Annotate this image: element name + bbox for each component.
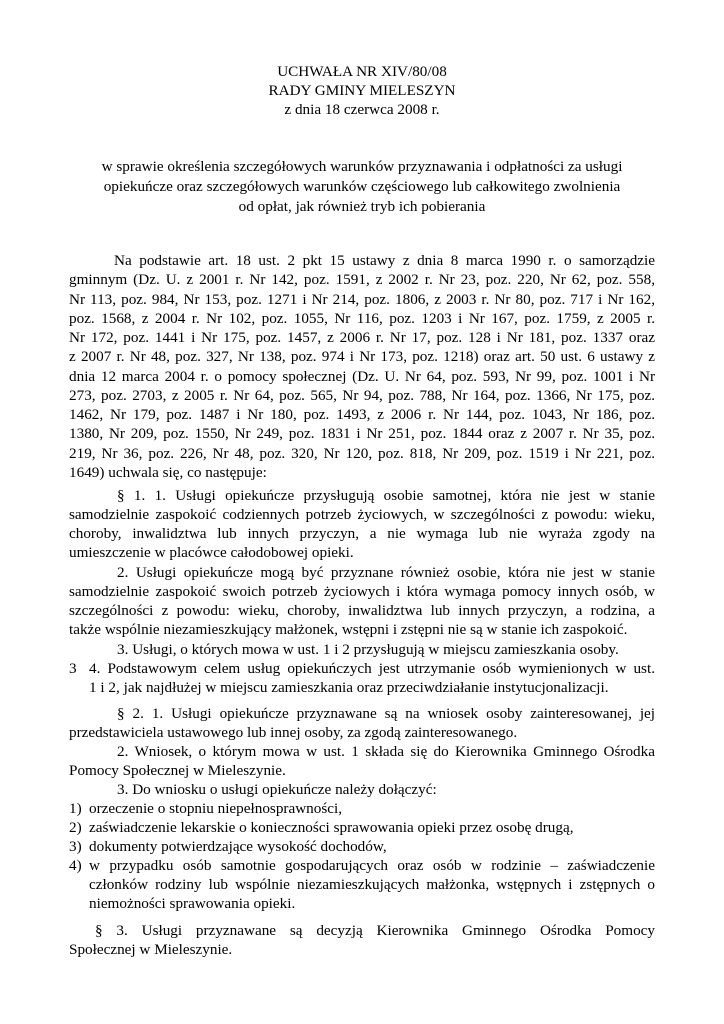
section-2-line: Pomocy Społecznej w Mieleszynie. [69, 762, 286, 779]
resolution-title: UCHWAŁA NR XIV/80/08 [277, 63, 447, 80]
subject-line: opiekuńcze oraz szczegółowych warunków częściowego lub całkowitego zwolnienia [103, 178, 621, 195]
section-1-line: samodzielnie zaspokoić codziennych potrzeb życiowych, w szczególności z powodu: wieku, [69, 506, 655, 523]
list-item: dokumenty potwierdzające wysokość dochodów, [89, 838, 387, 855]
preamble-line: Nr 172, poz. 1441 i Nr 175, poz. 1457, z 2006 r. Nr 17, poz. 128 i Nr 181, poz. 1337 oraz [69, 329, 655, 346]
section-1-line: szczególności z powodu: wieku, choroby, inwalidztwa lub innych przyczyn, a rodzina, a [69, 602, 655, 619]
preamble-line: Na podstawie art. 18 ust. 2 pkt 15 ustawy z dnia 8 marca 1990 r. o samorządzie [114, 252, 655, 269]
section-1-line: 3. Usługi, o których mowa w ust. 1 i 2 przysługują w miejscu zamieszkania osoby. [117, 641, 619, 658]
section-1-line: choroby, inwalidztwa lub innych przyczyn, a nie wymaga lub nie wyraża zgody na [69, 525, 655, 542]
section-2-line: przedstawiciela ustawowego lub innej osoby, za zgodą zainteresowanego. [69, 724, 518, 741]
list-marker: 3 [69, 660, 77, 677]
preamble-line: dnia 12 marca 2004 r. o pomocy społecznej (Dz. U. Nr 64, poz. 593, Nr 99, poz. 1001 i Nr [69, 368, 655, 385]
resolution-date: z dnia 18 czerwca 2008 r. [284, 101, 440, 118]
preamble-line: 1462, Nr 179, poz. 1487 i Nr 180, poz. 1493, z 2006 r. Nr 144, poz. 1043, Nr 186, poz. [69, 406, 655, 423]
council-name: RADY GMINY MIELESZYN [268, 82, 456, 99]
preamble-line: z 2007 r. Nr 48, poz. 327, Nr 138, poz. 974 i Nr 173, poz. 1218) oraz art. 50 ust. 6 ustawy z [69, 348, 655, 365]
section-1-line: § 1. 1. Usługi opiekuńcze przysługują osobie samotnej, która nie jest w stanie [117, 487, 655, 504]
list-item: orzeczenie o stopniu niepełnosprawności, [89, 800, 343, 817]
section-2-line: § 2. 1. Usługi opiekuńcze przyznawane są na wniosek osoby zainteresowanej, jej [117, 705, 655, 722]
section-2-line: 3. Do wniosku o usługi opiekuńcze należy dołączyć: [117, 781, 437, 798]
section-2-line: 2. Wniosek, o którym mowa w ust. 1 składa się do Kierownika Gminnego Ośrodka [117, 743, 655, 760]
preamble-line: 1649) uchwala się, co następuje: [69, 464, 267, 481]
list-marker: 4) [69, 857, 82, 874]
list-marker: 1) [69, 800, 82, 817]
list-item: niemożności sprawowania opieki. [89, 895, 296, 912]
section-1-line: także wspólnie niezamieszkujący małżonek, wstępni i zstępni nie są w stanie ich zaspokoić. [69, 621, 628, 638]
subject-line: w sprawie określenia szczegółowych warunków przyznawania i odpłatności za usługi [101, 158, 623, 175]
list-item: w przypadku osób samotnie gospodarujących oraz osób w rodzinie – zaświadczenie [89, 857, 655, 874]
section-1-line: 1 i 2, jak najdłużej w miejscu zamieszkania oraz przeciwdziałanie instytucjonalizacji. [89, 679, 609, 696]
preamble-line: Nr 113, poz. 984, Nr 153, poz. 1271 i Nr 214, poz. 1806, z 2003 r. Nr 80, poz. 717 i Nr 162, [69, 291, 655, 308]
list-marker: 3) [69, 838, 82, 855]
section-1-line: 2. Usługi opiekuńcze mogą być przyznane również osobie, która nie jest w stanie [117, 564, 655, 581]
preamble-line: 1380, Nr 209, poz. 1550, Nr 249, poz. 1831 i Nr 251, poz. 1844 oraz z 2007 r. Nr 35, poz. [69, 425, 655, 442]
section-3-line: Społecznej w Mieleszynie. [69, 941, 233, 958]
subject-line: od opłat, jak również tryb ich pobierania [238, 198, 486, 215]
preamble-line: poz. 1568, z 2004 r. Nr 102, poz. 1055, Nr 116, poz. 1203 i Nr 167, poz. 1759, z 2005 r. [69, 310, 655, 327]
section-1-line: 4. Podstawowym celem usług opiekuńczych jest utrzymanie osób wymienionych w ust. [89, 660, 655, 677]
preamble-line: 273, poz. 2703, z 2005 r. Nr 64, poz. 565, Nr 94, poz. 788, Nr 164, poz. 1366, Nr 175, poz. [69, 387, 655, 404]
list-item: członków rodziny lub wspólnie niezamieszkujących małżonka, wstępnych i zstępnych o [89, 876, 655, 893]
preamble-line: 219, Nr 36, poz. 226, Nr 48, poz. 320, Nr 120, poz. 818, Nr 209, poz. 1519 i Nr 221, poz. [69, 445, 655, 462]
list-item: zaświadczenie lekarskie o konieczności sprawowania opieki przez osobę drugą, [89, 819, 574, 836]
section-1-line: umieszczenie w placówce całodobowej opieki. [69, 544, 354, 561]
list-marker: 2) [69, 819, 82, 836]
preamble-line: gminnym (Dz. U. z 2001 r. Nr 142, poz. 1591, z 2002 r. Nr 23, poz. 220, Nr 62, poz. 558, [69, 271, 655, 288]
section-3-line: § 3. Usługi przyznawane są decyzją Kierownika Gminnego Ośrodka Pomocy [95, 922, 655, 939]
section-1-line: samodzielnie zaspokoić swoich potrzeb życiowych i która wymaga pomocy innych osób, w [69, 583, 655, 600]
